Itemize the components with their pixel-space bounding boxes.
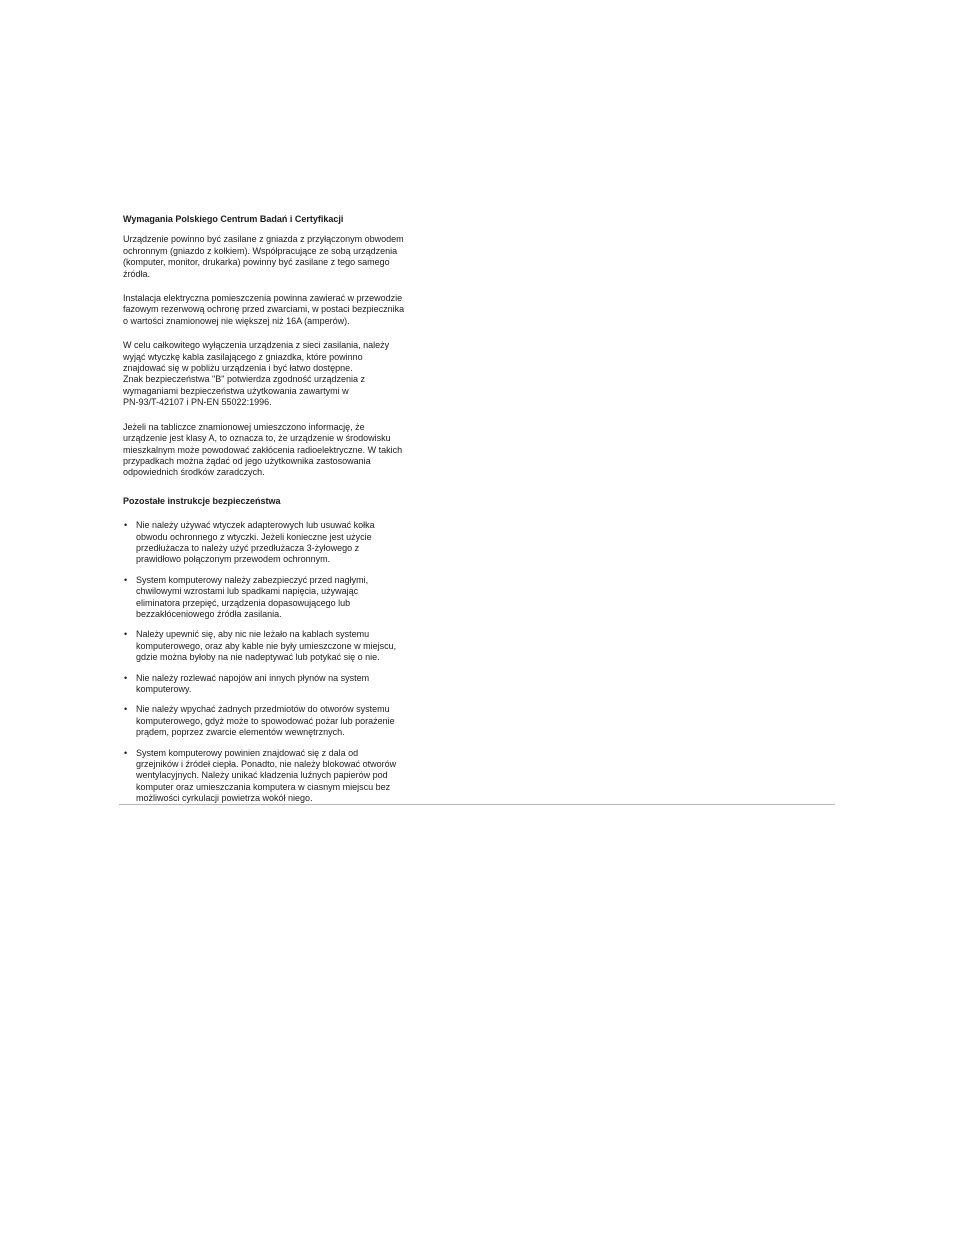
text-line: komputerowego, gdyż może to spowodować pożar lub porażenie [136,715,395,726]
text-line: Urządzenie powinno być zasilane z gniazda z przyłączonym obwodem [123,234,404,245]
text-line: wentylacyjnych. Należy unikać kładzenia luźnych papierów pod [136,770,388,781]
horizontal-divider [119,804,835,805]
text-line: PN-93/T-42107 i PN-EN 55022:1996. [123,397,272,408]
text-line: grzejników i źródeł ciepła. Ponadto, nie należy blokować otworów [136,759,397,770]
text-line: źródła. [123,268,151,279]
paragraph-electrical-installation [123,293,423,327]
bullet-icon: • [124,747,128,758]
bullet-icon: • [124,629,128,640]
text-line: (komputer, monitor, drukarka) powinny być zasilane z tego samego [123,257,390,268]
text-line: ochronnym (gniazdo z kołkiem). Współpracujące ze sobą urządzenia [123,245,398,256]
text-line: znajdować się w pobliżu urządzenia i być łatwo dostępne. [123,363,353,374]
text-line: możliwości cyrkulacji powietrza wokół niego. [136,793,313,804]
text-line: wyjąć wtyczkę kabla zasilającego z gniazdka, które powinno [123,351,363,362]
list-item [123,520,423,566]
text-line: urządzenie jest klasy A, to oznacza to, że urządzenie w środowisku [123,433,391,444]
bullet-icon: • [124,520,128,531]
text-line: obwodu ochronnego z wtyczki. Jeżeli konieczne jest użycie [136,531,372,542]
list-item [123,629,423,663]
list-item [123,748,423,805]
text-line: prawidłowo połączonym przewodem ochronnym. [136,554,331,565]
text-line: przypadkach można żądać od jego użytkownika zastosowania [123,455,371,466]
text-line: mieszkalnym może powodować zakłócenia radioelektryczne. W takich [123,444,403,455]
bullet-icon: • [124,574,128,585]
text-line: prądem, poprzez zwarcie elementów wewnętrznych. [136,727,345,738]
text-line: chwilowymi wzrostami lub spadkami napięcia, używając [136,586,359,597]
paragraph-power-supply [123,234,423,280]
text-line: o wartości znamionowej nie większej niż 16A (amperów). [123,315,350,326]
bullet-icon: • [124,704,128,715]
text-line: Instalacja elektryczna pomieszczenia powinna zawierać w przewodzie [123,293,403,304]
bullet-icon: • [124,672,128,683]
list-item [123,704,423,738]
section-heading-other-safety: Pozostałe instrukcje bezpieczeństwa [123,495,281,506]
text-line: przedłużacza to należy użyć przedłużacza 3-żyłowego z [136,542,360,553]
paragraph-disconnect-safety-mark [123,340,423,408]
text-line: gdzie można byłoby na nie nadeptywać lub potykać się o nie. [136,652,380,663]
section-heading-pcbc: Wymagania Polskiego Centrum Badań i Certyfikacji [123,214,344,224]
text-line: W celu całkowitego wyłączenia urządzenia z sieci zasilania, należy [123,340,390,351]
text-line: komputerowego, oraz aby kable nie były umieszczone w miejscu, [136,640,397,651]
text-line: System komputerowy należy zabezpieczyć przed nagłymi, [136,574,369,585]
text-line: wymaganiami bezpieczeństwa użytkowania zawartymi w [123,385,349,396]
text-line: komputerowy. [136,684,192,694]
text-line: Nie należy używać wtyczek adapterowych lub usuwać kołka [136,520,375,531]
text-line: eliminatora przepięć, urządzenia dopasowującego lub [136,597,351,608]
text-line: Nie należy rozlewać napojów ani innych płynów na system [136,672,370,683]
text-line: System komputerowy powinien znajdować się z dala od [136,747,359,758]
text-line: Znak bezpieczeństwa "B" potwierdza zgodność urządzenia z [123,374,366,385]
safety-instructions-list [123,520,423,805]
text-line: odpowiednich środków zaradczych. [123,467,265,478]
paragraph-class-a [123,422,423,479]
text-line: bezzakłóceniowego źródła zasilania. [136,608,282,619]
list-item [123,673,423,696]
list-item [123,575,423,621]
text-line: Jeżeli na tabliczce znamionowej umieszczono informację, że [123,421,365,432]
text-line: komputer oraz umieszczania komputera w ciasnym miejscu bez [136,781,391,792]
text-line: Nie należy wpychać żadnych przedmiotów do otworów systemu [136,704,390,715]
text-line: fazowym rezerwową ochronę przed zwarciami, w postaci bezpiecznika [123,304,405,315]
document-body [123,214,423,814]
text-line: Należy upewnić się, aby nic nie leżało na kablach systemu [136,629,370,640]
